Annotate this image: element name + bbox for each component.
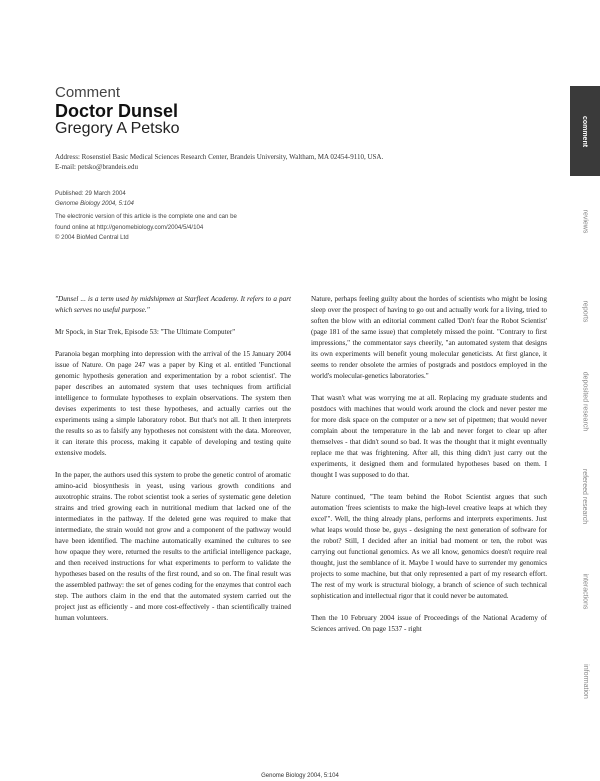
electronic-note-1: The electronic version of this article is the complete one and can be	[55, 213, 237, 221]
right-column	[311, 294, 547, 646]
page-footer: Genome Biology 2004, 5:104	[261, 773, 339, 779]
sidebar-tab-reports[interactable]: reports	[581, 300, 589, 322]
sidebar-tab-interactions[interactable]: interactions	[581, 573, 589, 609]
body-paragraph: Then the 10 February 2004 issue of Proceedings of the National Academy of Sciences arrived. On page 1537 - right	[311, 614, 547, 633]
author-address	[55, 152, 515, 172]
email-line: E-mail: petsko@brandeis.edu	[55, 163, 139, 171]
left-column	[55, 294, 291, 635]
body-paragraph: Nature, perhaps feeling guilty about the hordes of scientists who might be losing sleep over the prospect of having to go out and actually work for a living, tried to soften the blow with an editorial comment called 'Don't fear the Robot Scientist' (page 181 of the same issue) that completely missed the point. "Contrary to first impressions," the commentator says cheerily, "an automated system that designs its own experiments will benefit young molecular geneticists. At first glance, it seems to render obsolete the armies of postgrads and postdocs employed in the world's molecular-genetics laboratories."	[311, 295, 547, 380]
sidebar-tab-refereed-research[interactable]: refereed research	[581, 468, 589, 524]
body-paragraph: Paranoia began morphing into depression with the arrival of the 15 January 2004 issue of Nature. On page 247 was a paper by King et al. entitled 'Functional genomic hypothesis generation and experimentation by a robot scientist'. The paper describes an automated system that uses techniques from artificial intelligence to formulate hypotheses to explain observations. The system then devises experiments to test these hypotheses, and actually carries out the experiments using a simple laboratory robot. But that's not all. It then interprets the results so as to falsify any hypotheses not consistent with the data. Moreover, it can iterate this process, making it capable of developing and testing quite extensive models.	[55, 350, 291, 457]
article-title: Doctor Dunsel	[55, 101, 179, 121]
published-date: Published: 29 March 2004	[55, 190, 126, 197]
body-paragraph: In the paper, the authors used this system to probe the genetic control of aromatic amino-acid biosynthesis in yeast, using various growth conditions and auxotrophic strains. The robot scientist took a series of systematic gene deletion strains and tried growing each in nutritional medium that lacked one of the intermediates in the pathway. If the deleted gene was required to make that intermediate, the strain would not grow and a component of the pathway would have been identified. The machine automatically examined the cultures to see how opaque they were, returned the results to the artificial intelligence package, and then received instructions for what experiments to perform to validate the hypotheses based on the results of the first round, and so on. The final result was the assembled pathway: the set of genes coding for the enzymes that control each step. The authors claim in the end that the automated system carried out the project just as efficiently - and more cost-effectively - than scientifically trained human volunteers.	[55, 471, 291, 622]
sidebar-tab-information[interactable]: information	[581, 663, 589, 699]
section-sidebar	[570, 0, 600, 781]
article-author: Gregory A Petsko	[55, 120, 180, 137]
sidebar-tab-comment[interactable]: comment	[570, 86, 600, 176]
epigraph-quote: "Dunsel ... is a term used by midshipmen at Starfleet Academy. It refers to a part which serves no useful purpose."	[55, 295, 291, 314]
epigraph-attribution: Mr Spock, in Star Trek, Episode 53: "The Ultimate Computer"	[55, 328, 236, 336]
copyright: © 2004 BioMed Central Ltd	[55, 233, 129, 241]
address-line: Address: Rosenstiel Basic Medical Sciences Research Center, Brandeis University, Waltham, MA 02454-9110, USA.	[55, 153, 384, 161]
sidebar-tab-deposited-research[interactable]: deposited research	[581, 371, 589, 431]
body-paragraph: Nature continued, "The team behind the Robot Scientist argues that such automation 'frees scientists to make the high-level creative leaps at which they excel'". Well, the thing already plans, performs and interprets experiments. Just what leaps would those be, guys - designing the next generation of software for the robot? Still, I decided after an initial bad moment or ten, the robot was carrying out functional genomics. As we all know, genomics doesn't require real thought, just the semblance of it. Maybe I would have to surrender my genomics projects to some machine, but that only represented a part of my research effort. The rest of my work is structural biology, a branch of science of such technical sophistication and intellectual rigor that it could never be automated.	[311, 493, 547, 600]
sidebar-tab-reviews[interactable]: reviews	[581, 209, 589, 233]
publication-info	[55, 189, 275, 243]
electronic-note-2: found online at http://genomebiology.com/2004/5/4/104	[55, 223, 204, 231]
citation: Genome Biology 2004, 5:104	[55, 200, 134, 208]
body-paragraph: That wasn't what was worrying me at all. Replacing my graduate students and postdocs with machines that would work around the clock and never pester me for more disk space on the computer or a new set of pipetmen; that would never complain about the temperature in the lab and never forget to clear up after themselves - that didn't sound so bad. It was the thought that it might eventually replace me that was frightening. After all, this thing didn't just carry out the experiments, it designed them and formulated hypotheses based on them. I thought I was supposed to do that.	[311, 394, 547, 479]
article-kicker: Comment	[55, 84, 121, 101]
